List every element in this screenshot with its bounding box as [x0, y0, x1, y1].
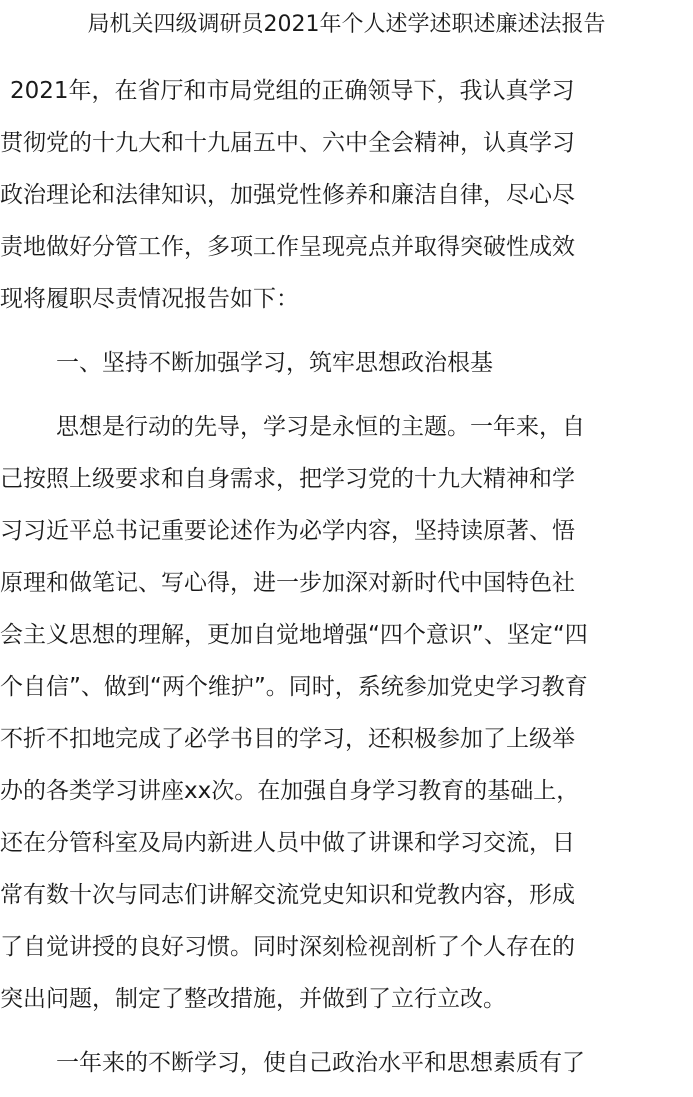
paragraph-line: 思想是行动的先导，学习是永恒的主题。一年来，自 [56, 414, 585, 440]
intro-line: 责地做好分管工作，多项工作呈现亮点并取得突破性成效 [0, 234, 575, 260]
document-title: 局机关四级调研员2021年个人述学述职述廉述法报告 [87, 12, 606, 37]
paragraph-line: 己按照上级要求和自身需求，把学习党的十九大精神和学 [0, 466, 575, 492]
paragraph-line: 办的各类学习讲座xx次。在加强自身学习教育的基础上， [0, 778, 580, 804]
intro-line: 政治理论和法律知识，加强党性修养和廉洁自律，尽心尽 [0, 182, 575, 208]
paragraph-line: 了自觉讲授的良好习惯。同时深刻检视剖析了个人存在的 [0, 934, 575, 960]
intro-line: 2021年，在省厅和市局党组的正确领导下，我认真学习 [10, 78, 575, 104]
paragraph-line: 会主义思想的理解，更加自觉地增强“四个意识”、坚定“四 [0, 622, 588, 648]
paragraph-line: 原理和做笔记、写心得，进一步加深对新时代中国特色社 [0, 570, 575, 596]
paragraph-line: 一年来的不断学习，使自己政治水平和思想素质有了 [56, 1050, 585, 1076]
paragraph-line: 不折不扣地完成了必学书目的学习，还积极参加了上级举 [0, 726, 575, 752]
paragraph-line: 个自信”、做到“两个维护”。同时，系统参加党史学习教育 [0, 674, 588, 700]
section-heading: 一、坚持不断加强学习，筑牢思想政治根基 [56, 350, 493, 376]
paragraph-line: 还在分管科室及局内新进人员中做了讲课和学习交流，日 [0, 830, 575, 856]
paragraph-line: 常有数十次与同志们讲解交流党史知识和党教内容，形成 [0, 882, 575, 908]
intro-line: 现将履职尽责情况报告如下： [0, 286, 299, 312]
paragraph-line: 突出问题，制定了整改措施，并做到了立行立改。 [0, 986, 506, 1012]
intro-line: 贯彻党的十九大和十九届五中、六中全会精神，认真学习 [0, 130, 575, 156]
paragraph-line: 习习近平总书记重要论述作为必学内容，坚持读原著、悟 [0, 518, 575, 544]
